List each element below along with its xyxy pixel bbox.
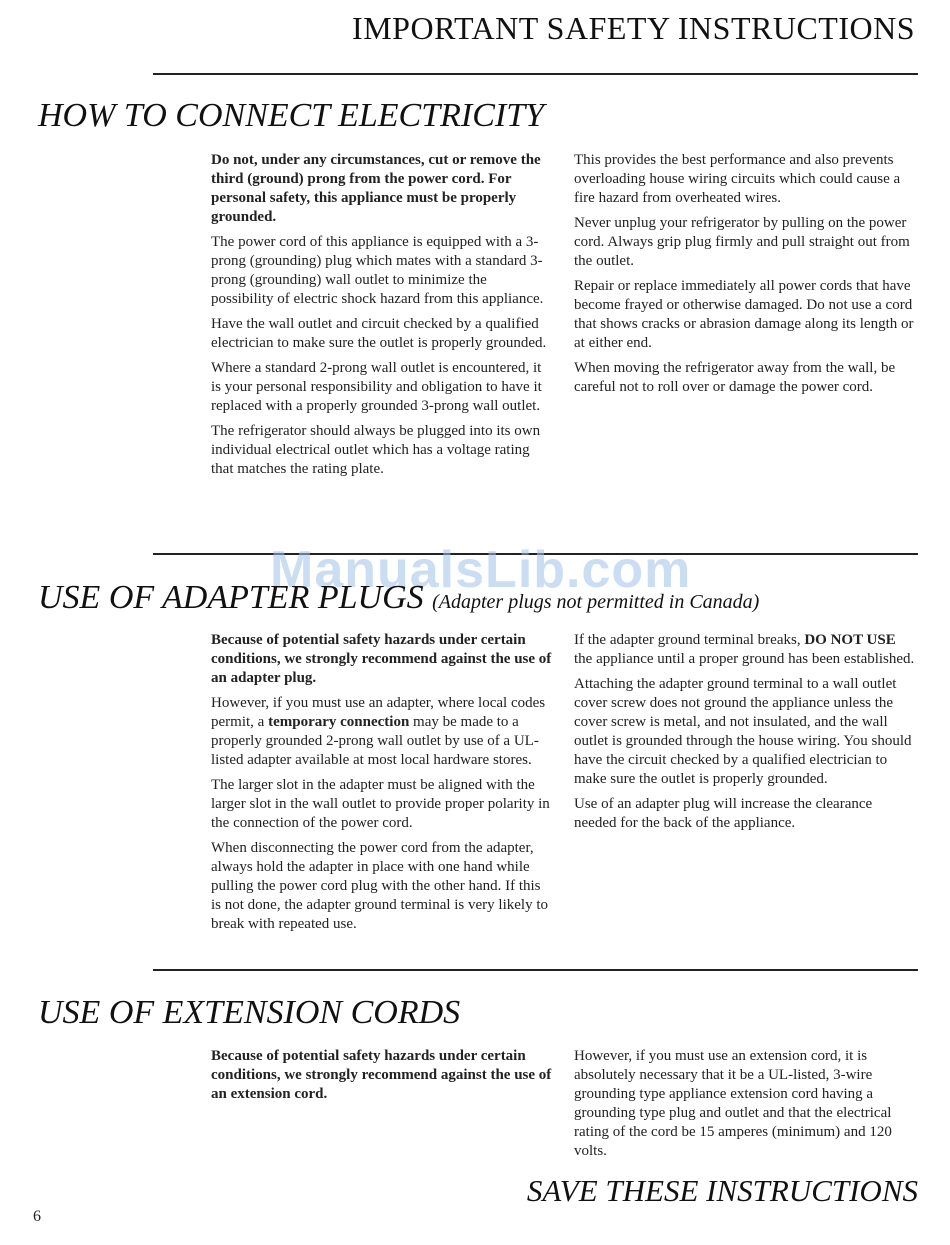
section-heading-extension-cords: USE OF EXTENSION CORDS (38, 994, 461, 1031)
paragraph: Use of an adapter plug will increase the clearance needed for the back of the appliance. (574, 796, 873, 831)
section-heading-adapter-plugs (38, 579, 759, 617)
paragraph: This provides the best performance and also prevents overloading house wiring circuits which could cause a fire hazard from overheated wires. (574, 152, 901, 206)
paragraph: Attaching the adapter ground terminal to a wall outlet cover screw does not ground the appliance unless the cover screw is metal, and not insulated, and the wall outlet is grounded through the house wiring. You should have the circuit checked by a qualified electrician to make sure the outlet is properly grounded. (574, 676, 912, 787)
paragraph: Never unplug your refrigerator by pulling on the power cord. Always grip plug firmly and pull straight out from the outlet. (574, 215, 910, 269)
warning-paragraph: Because of potential safety hazards under certain conditions, we strongly recommend against the use of an extension cord. (211, 1048, 552, 1102)
paragraph: However, if you must use an extension cord, it is absolutely necessary that it be a UL-listed, 3-wire grounding type appliance extension cord having a grounding type plug and outlet and that the electrical rating of the cord be 15 amperes (minimum) and 120 volts. (574, 1048, 892, 1159)
warning-paragraph: Because of potential safety hazards under certain conditions, we strongly recommend against the use of an adapter plug. (211, 632, 552, 686)
warning-paragraph: Do not, under any circumstances, cut or remove the third (ground) prong from the power cord. For personal safety, this appliance must be properly grounded. (211, 152, 541, 225)
paragraph: Where a standard 2-prong wall outlet is encountered, it is your personal responsibility and obligation to have it replaced with a properly grounded 3-prong wall outlet. (211, 360, 542, 414)
section-heading-text: USE OF ADAPTER PLUGS (38, 579, 424, 616)
section-heading-connect-electricity: HOW TO CONNECT ELECTRICITY (38, 97, 545, 134)
watermark: ManualsLib.com (270, 541, 692, 599)
divider-rule (153, 73, 918, 75)
section-2-right-column (574, 631, 916, 839)
section-3-left-column (211, 1047, 553, 1110)
section-2-left-column (211, 631, 553, 940)
page-header-title: IMPORTANT SAFETY INSTRUCTIONS (352, 10, 915, 46)
section-subheading: (Adapter plugs not permitted in Canada) (432, 591, 760, 613)
footer-title: SAVE THESE INSTRUCTIONS (526, 1173, 918, 1208)
page-number: 6 (33, 1208, 41, 1225)
paragraph: The larger slot in the adapter must be aligned with the larger slot in the wall outlet to provide proper polarity in the connection of the power cord. (211, 777, 550, 831)
paragraph: The refrigerator should always be plugged into its own individual electrical outlet which has a voltage rating that matches the rating plate. (211, 423, 541, 477)
paragraph: When disconnecting the power cord from the adapter, always hold the adapter in place with one hand while pulling the power cord plug with the other hand. If this is not done, the adapter ground terminal is very likely to break with repeated use. (211, 840, 549, 932)
section-1-left-column (211, 151, 553, 485)
paragraph: When moving the refrigerator away from the wall, be careful not to roll over or damage the power cord. (574, 360, 896, 395)
paragraph: Have the wall outlet and circuit checked by a qualified electrician to make sure the outlet is properly grounded. (211, 316, 547, 351)
divider-rule (153, 969, 918, 971)
paragraph: The power cord of this appliance is equipped with a 3-prong (grounding) plug which mates with a standard 3-prong (grounding) wall outlet to minimize the possibility of electric shock hazard from this appliance. (211, 234, 544, 307)
section-1-right-column (574, 151, 916, 403)
paragraph: However, if you must use an adapter, where local codes permit, a temporary connection may be made to a properly grounded 2-prong wall outlet by use of a UL-listed adapter available at most local hardware stores. (211, 695, 546, 768)
paragraph: Repair or replace immediately all power cords that have become frayed or otherwise damaged. Do not use a cord that shows cracks or abrasion damage along its length or at either end. (574, 278, 914, 351)
section-3-right-column (574, 1047, 916, 1167)
paragraph: If the adapter ground terminal breaks, DO NOT USE the appliance until a proper ground has been established. (574, 632, 915, 667)
